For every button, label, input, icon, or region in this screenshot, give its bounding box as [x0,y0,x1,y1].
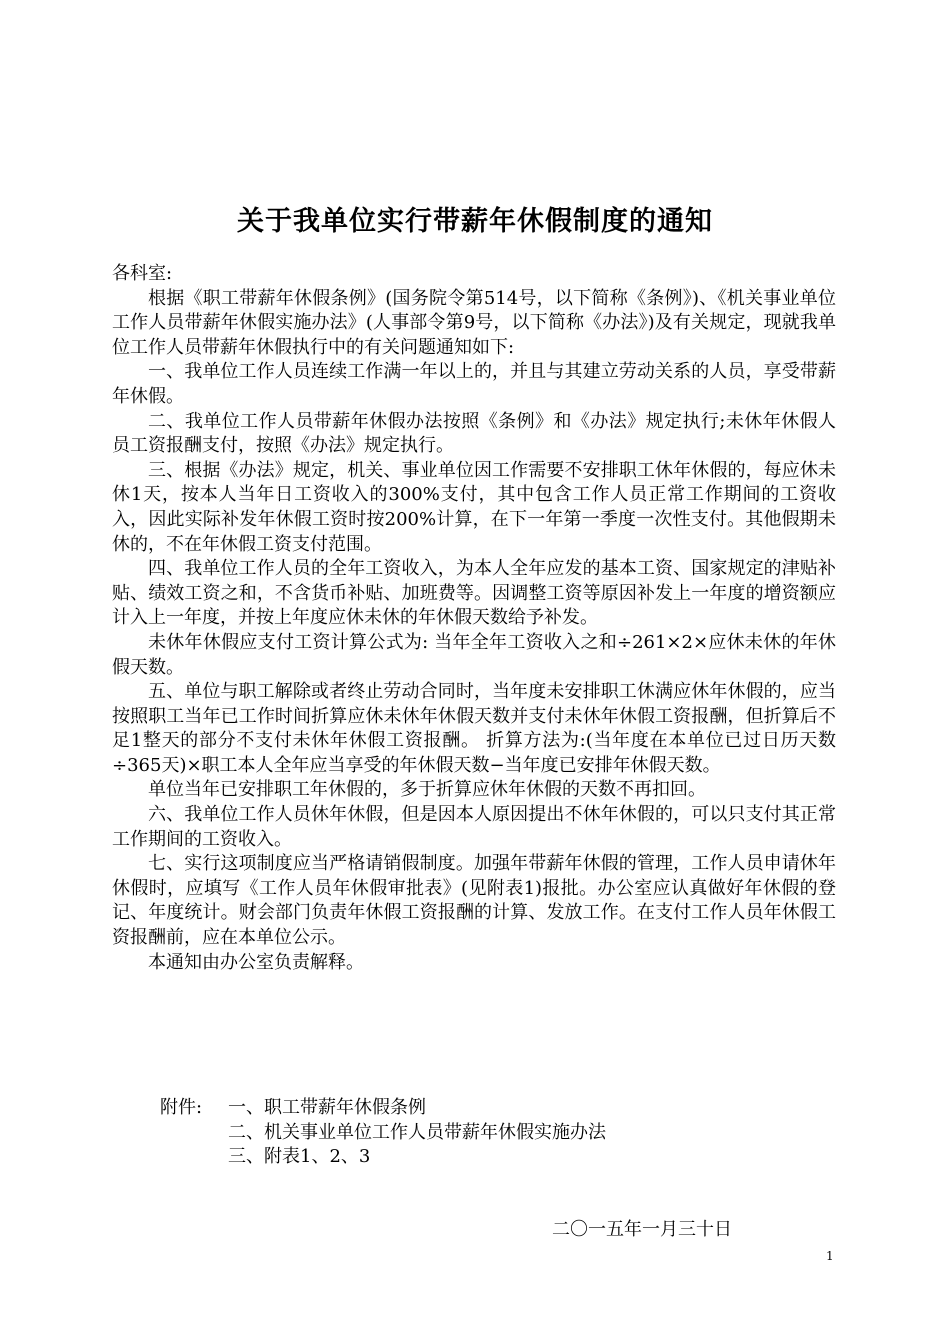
attachment-item: 一、职工带薪年休假条例 [228,1097,426,1118]
document-title: 关于我单位实行带薪年休假制度的通知 [237,206,713,237]
paragraph-4: 四、我单位工作人员的全年工资收入，为本人全年应发的基本工资、国家规定的津贴补贴、绩效工资之和，不含货币补贴、加班费等。因调整工资等原因补发上一年度的增资额应计入上一年度，并按上年度应休未休的年休假天数给予补发。 [112,558,836,629]
attachment-item: 三、附表1、2、3 [228,1146,371,1168]
document-date: 二〇一五年一月三十日 [552,1219,732,1240]
attachments-label: 附件: [160,1097,203,1118]
paragraph-closing: 本通知由办公室负责解释。 [148,951,364,973]
paragraph-5-note: 单位当年已安排职工年休假的，多于折算应休年休假的天数不再扣回。 [148,779,706,801]
paragraph-intro: 根据《职工带薪年休假条例》(国务院令第514号，以下简称《条例》)、《机关事业单位工作人员带薪年休假实施办法》(人事部令第9号，以下简称《办法》)及有关规定，现就我单位工作人员带薪年休假执行中的有关问题通知如下: [112,287,836,358]
page-number: 1 [826,1249,834,1263]
attachment-row [160,1145,606,1170]
paragraph-7: 七、实行这项制度应当严格请销假制度。加强年带薪年休假的管理，工作人员申请休年休假时，应填写《工作人员年休假审批表》(见附表1)报批。办公室应认真做好年休假的登记、年度统计。财会部门负责年休假工资报酬的计算、发放工作。在支付工作人员年休假工资报酬前，应在本单位公示。 [112,853,836,949]
paragraph-6: 六、我单位工作人员休年休假，但是因本人原因提出不休年休假的，可以只支付其正常工作期间的工资收入。 [112,804,836,850]
attachment-row [160,1121,606,1146]
paragraph-2: 二、我单位工作人员带薪年休假办法按照《条例》和《办法》规定执行;未休年休假人员工资报酬支付，按照《办法》规定执行。 [112,410,836,457]
attachment-row [160,1096,606,1121]
paragraph-formula: 未休年休假应支付工资计算公式为: 当年全年工资收入之和÷261×2×应休未休的年休假天数。 [112,631,836,678]
paragraph-5: 五、单位与职工解除或者终止劳动合同时，当年度未安排职工休满应休年休假的，应当按照职工当年已工作时间折算应休未休年休假天数并支付未休年休假工资报酬，但折算后不足1整天的部分不支付未休年休假工资报酬。 折算方法为:(当年度在本单位已过日历天数÷365天)×职工本人全年应当享受的年休假天数−当年度已安排年休假天数。 [112,681,836,776]
salutation: 各科室: [112,263,173,284]
paragraph-3: 三、根据《办法》规定，机关、事业单位因工作需要不安排职工休年休假的，每应休未休1天，按本人当年日工资收入的300%支付，其中包含工作人员正常工作期间的工资收入，因此实际补发年休假工资时按200%计算，在下一年第一季度一次性支付。其他假期未休的，不在年休假工资支付范围。 [112,459,836,555]
paragraph-1: 一、我单位工作人员连续工作满一年以上的，并且与其建立劳动关系的人员，享受带薪年休假。 [112,361,836,407]
attachment-item: 二、机关事业单位工作人员带薪年休假实施办法 [228,1121,606,1143]
attachments-block [160,1096,606,1170]
document-body [112,262,836,975]
